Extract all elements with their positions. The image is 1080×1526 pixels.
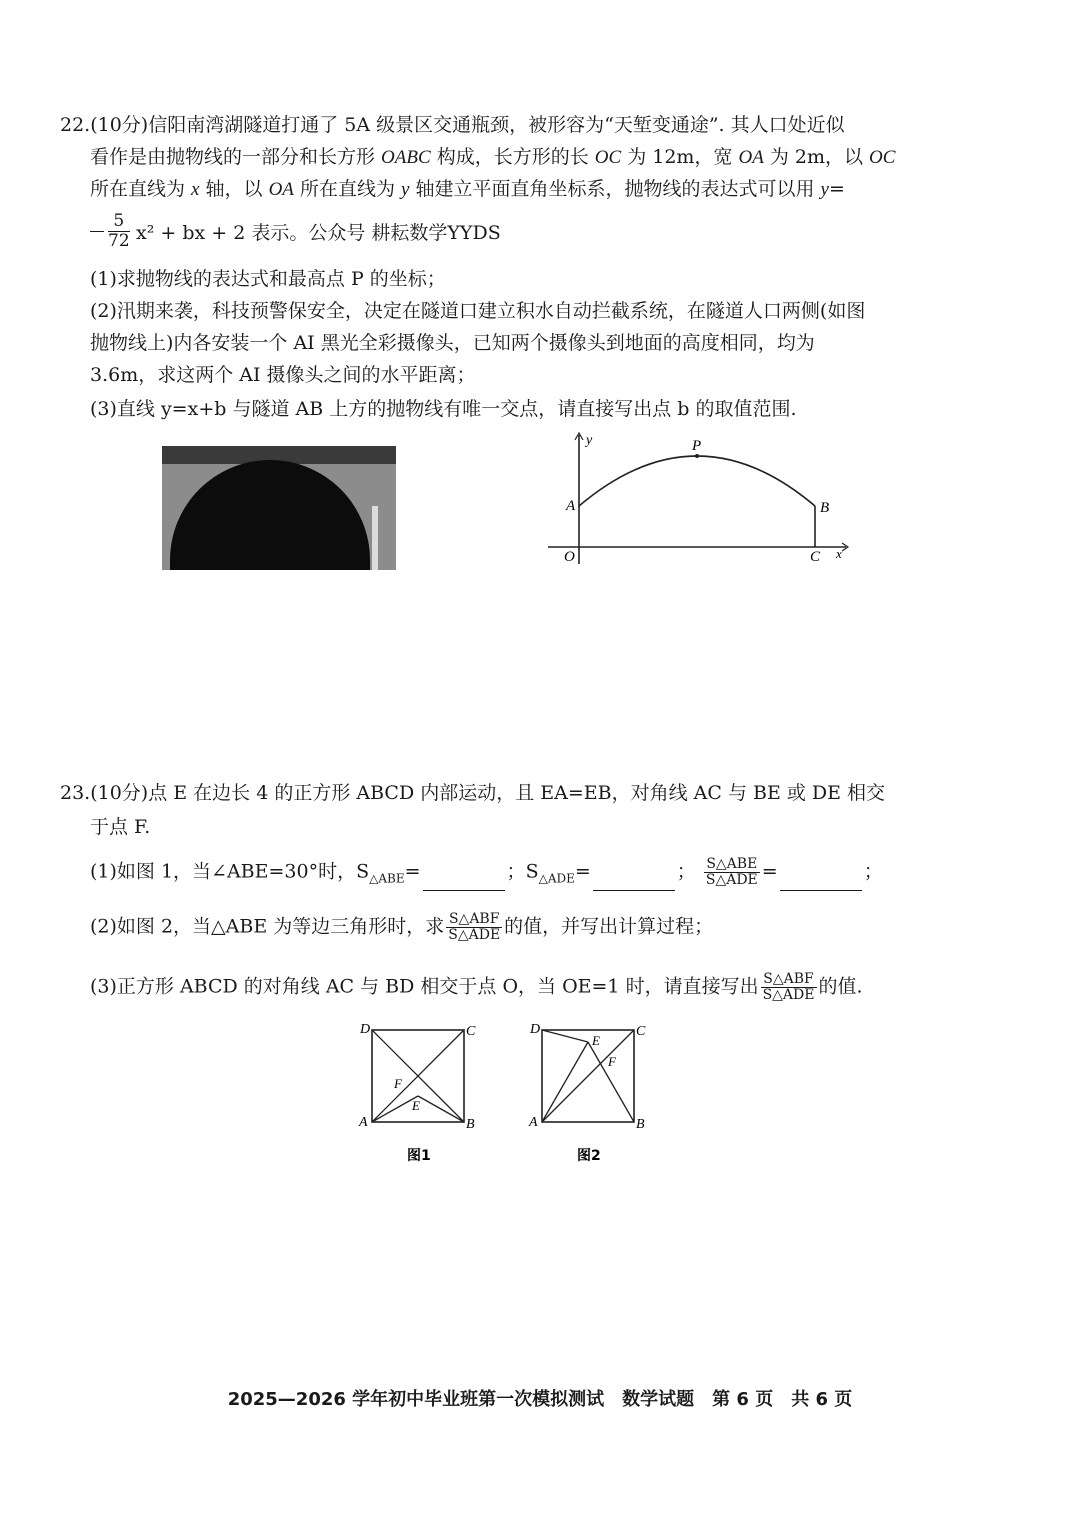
segment-de (542, 1030, 588, 1042)
q23-part-3: (3)正方形 ABCD 的对角线 AC 与 BD 相交于点 O，当 OE=1 时，请直接写出 $\frac{\text{S△ABF}}{\text{S△ADE}}$ 的值. (90, 971, 863, 1003)
q22-part-3: (3)直线 y=x+b 与隧道 AB 上方的抛物线有唯一交点，请直接写出点 b 的取值范围. (90, 398, 797, 420)
fig2-label-b: B (636, 1117, 645, 1132)
figure-2 (520, 1018, 660, 1168)
q22-part-2-line-3: 3.6m，求这两个 AI 摄像头之间的水平距离； (90, 364, 476, 386)
q23-part-2: (2)如图 2，当△ABE 为等边三角形时，求 $\frac{\text{S△ABF}}{\text{S△ADE}}$ 的值，并写出计算过程； (90, 911, 714, 943)
ratio-fraction-3: $\frac{\text{S△ABF}}{\text{S△ADE}}$ (762, 971, 815, 1003)
q23-line-1: 23.(10分)点 E 在边长 4 的正方形 ABCD 内部运动，且 EA=EB，对角线 AC 与 BE 或 DE 相交 (60, 782, 886, 804)
tunnel-photo (162, 446, 396, 570)
diagonal-ac (542, 1030, 634, 1122)
label-x: x (836, 546, 842, 561)
q22-part-2-line-2: 抛物线上)内各安装一个 AI 黑光全彩摄像头，已知两个摄像头到地面的高度相同，均为 (90, 332, 815, 354)
fig1-label-b: B (466, 1117, 475, 1132)
fig1-label-c: C (466, 1024, 476, 1039)
answer-blank-1[interactable] (423, 870, 505, 891)
fig1-label-f: F (394, 1076, 402, 1091)
tunnel-pole (372, 506, 378, 570)
q22-part-2-line-1: (2)汛期来袭，科技预警保安全，决定在隧道口建立积水自动拦截系统，在隧道人口两侧(如图 (90, 300, 866, 322)
q23-line-2: 于点 F. (90, 816, 151, 838)
q22-line-1: 22.(10分)信阳南湾湖隧道打通了 5A 级景区交通瓶颈，被形容为“天堑变通途”. 其人口处近似 (60, 114, 845, 136)
page-footer: 2025—2026 学年初中毕业班第一次模拟测试 数学试题 第 6 页 共 6 页 (227, 1389, 853, 1410)
ratio-fraction-2: $\frac{\text{S△ABF}}{\text{S△ADE}}$ (448, 911, 501, 943)
label-b: B (820, 500, 830, 516)
parabola-graph (540, 430, 860, 570)
parabola-curve (579, 456, 815, 506)
fig2-label-c: C (636, 1024, 646, 1039)
answer-blank-2[interactable] (593, 870, 675, 891)
q22-line-2: 看作是由抛物线的一部分和长方形 OABC 构成，长方形的长 OC 为 12m，宽 OA 为 2m，以 OC (90, 146, 896, 168)
fig1-caption: 图1 (407, 1148, 431, 1164)
label-p: P (692, 438, 702, 454)
fig1-label-e: E (412, 1098, 420, 1113)
fig1-label-a: A (359, 1115, 368, 1130)
q22-line-3: 所在直线为 x 轴，以 OA 所在直线为 y 轴建立平面直角坐标系，抛物线的表达式可以用 y= (90, 178, 845, 200)
coefficient-fraction: $\frac{5}{72}$ (108, 211, 130, 251)
fig2-label-f: F (608, 1054, 616, 1069)
minus-sign (90, 231, 104, 232)
figure-1 (350, 1018, 490, 1168)
fig1-label-d: D (360, 1022, 371, 1037)
answer-blank-3[interactable] (780, 870, 862, 891)
fig2-label-d: D (530, 1022, 541, 1037)
vertex-point (695, 454, 699, 458)
fig2-label-a: A (529, 1115, 538, 1130)
label-o: O (564, 549, 575, 565)
ratio-fraction-1: $\frac{\text{S△ABE}}{\text{S△ADE}}$ (705, 856, 758, 888)
label-c: C (810, 549, 821, 565)
q22-line-4: x² + bx + 2 表示。公众号 耕耘数学YYDS (136, 222, 501, 244)
label-a: A (566, 498, 576, 514)
q23-part-1: (1)如图 1，当∠ABE=30°时，$S_{\triangle ABE}=$ ；$S_{\triangle ADE}=$ ； $\frac{\text{S△ABE}}{\text{S△ADE}}$ = ； (90, 857, 883, 891)
q22-part-1: (1)求抛物线的表达式和最高点 P 的坐标； (90, 268, 446, 290)
label-y: y (586, 433, 593, 448)
tunnel-arch (170, 460, 370, 570)
fig2-label-e: E (592, 1033, 600, 1048)
fig2-caption: 图2 (577, 1148, 601, 1164)
